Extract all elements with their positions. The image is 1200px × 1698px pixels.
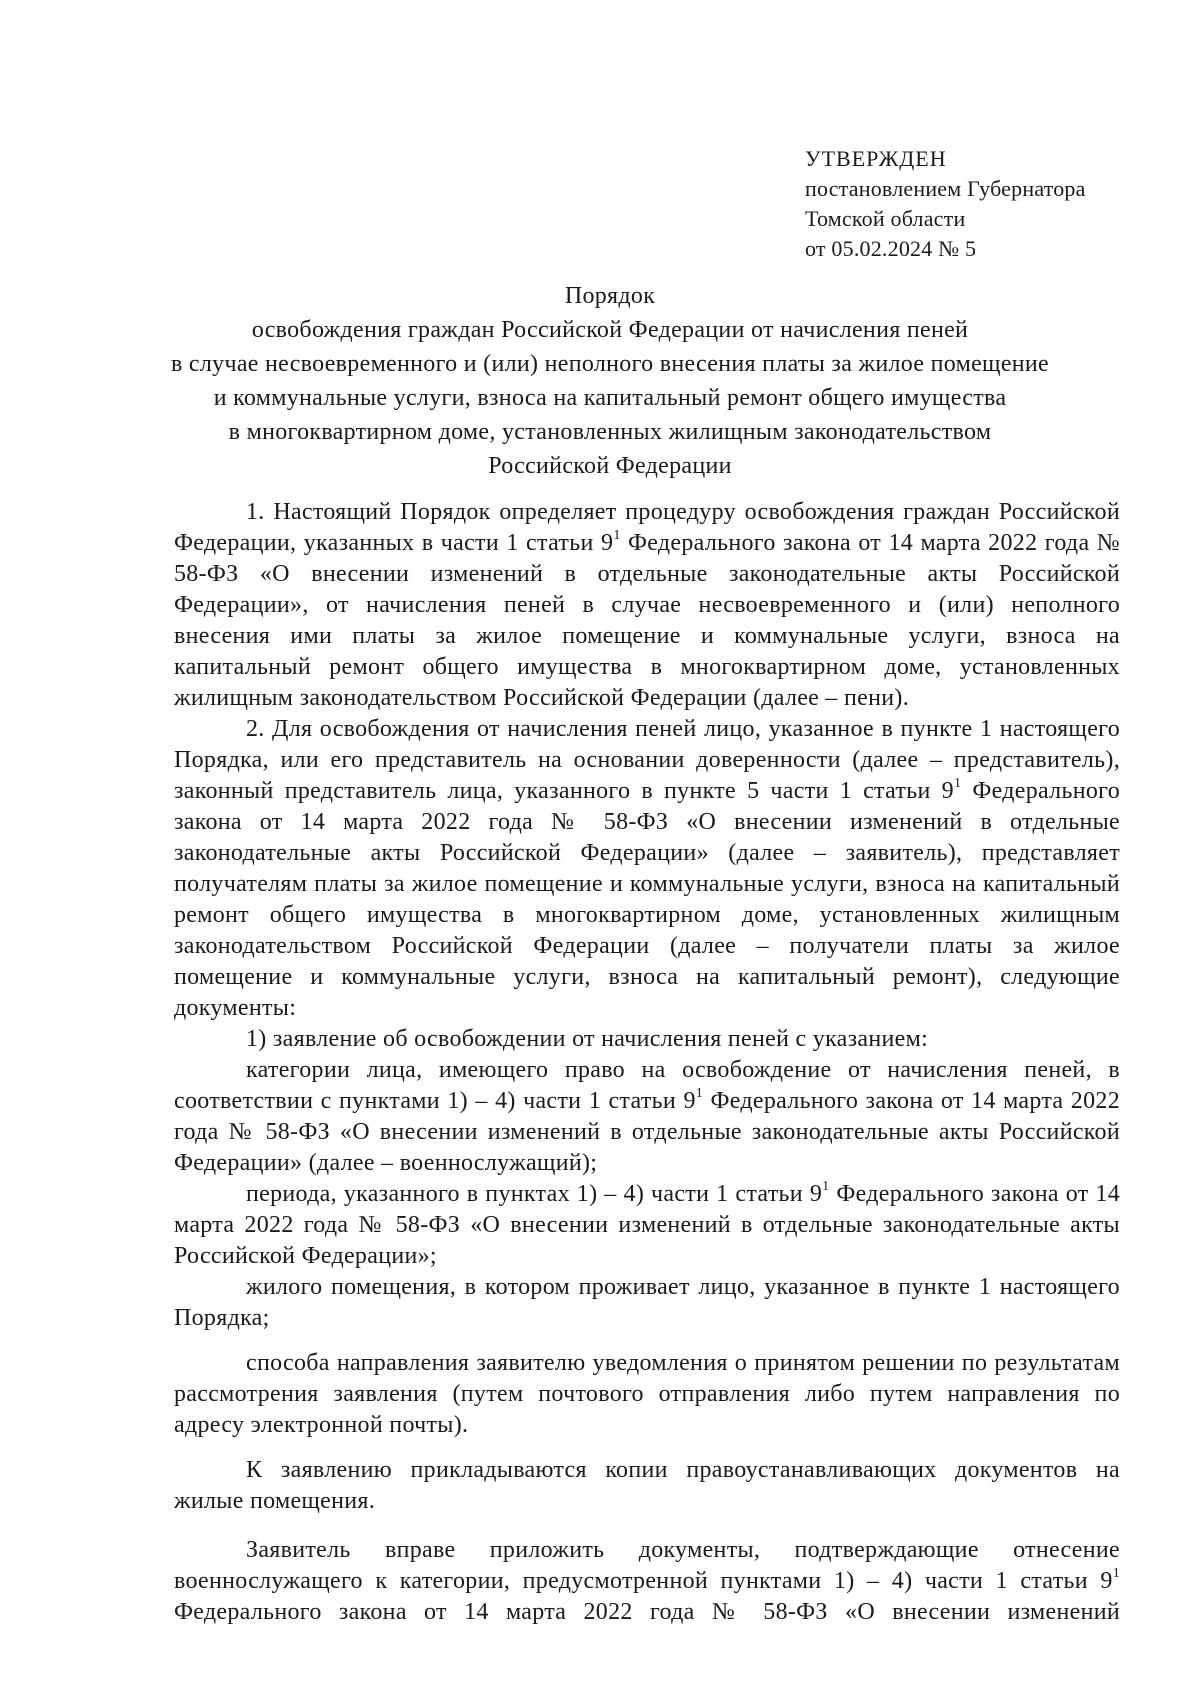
paragraph-text: 1. Настоящий Порядок определяет процедуру освобождения граждан Российской Федерации, указанных в части 1 статьи 9 bbox=[174, 499, 1120, 556]
title-line: Российской Федерации bbox=[488, 453, 732, 479]
paragraph-text: периода, указанного в пунктах 1) – 4) части 1 статьи 9 bbox=[246, 1181, 823, 1207]
paragraph-1 bbox=[174, 497, 1120, 714]
title-line: и коммунальные услуги, взноса на капитальный ремонт общего имущества bbox=[213, 385, 1007, 411]
approval-heading: УТВЕРЖДЕН bbox=[805, 146, 947, 171]
approval-region: Томской области bbox=[805, 206, 966, 231]
paragraph-9 bbox=[174, 1535, 1120, 1628]
paragraph-8: К заявлению прикладываются копии правоустанавливающих документов на жилые помещения. bbox=[174, 1457, 1120, 1514]
paragraph-text: 2. Для освобождения от начисления пеней лицо, указанное в пункте 1 настоящего Порядка, или его представитель на основании доверенности (далее – представитель), законный представитель лица, указанного в пункте 5 части 1 статьи 9 bbox=[174, 716, 1120, 804]
paragraph-text: Федерального закона от 14 марта 2022 года № 58-ФЗ «О внесении изменений в отдельные законодательные акты Российской Федерации», от начисления пеней в случае несвоевременного и (или) неполного внесения ими платы за жилое помещение и коммунальные услуги, взноса на капитальный ремонт общего имущества в многоквартирном доме, установленных жилищным законодательством Российской Федерации (далее – пени). bbox=[174, 530, 1120, 711]
superscript: 1 bbox=[1112, 1566, 1120, 1581]
superscript: 1 bbox=[613, 528, 621, 543]
paragraph-4 bbox=[174, 1055, 1120, 1179]
paragraph-text: Федерального закона от 14 марта 2022 года № 58-ФЗ «О внесении изменений в отдельные законодательные акты Российской Федерации» (далее – заявитель), представляет получателям платы за жилое помещение и коммунальные услуги, взноса на капитальный ремонт общего имущества в многоквартирном доме, установленных жилищным законодательством Российской Федерации (далее – получатели платы за жилое помещение и коммунальные услуги, взноса на капитальный ремонт), следующие документы: bbox=[174, 778, 1120, 1021]
superscript: 1 bbox=[822, 1179, 830, 1194]
paragraph-5 bbox=[174, 1179, 1120, 1272]
paragraph-text: Федерального закона от 14 марта 2022 года № 58-ФЗ «О внесении изменений в отдельные законодательные акты Российской Федерации» (далее – военнослужащий); bbox=[174, 1088, 1121, 1176]
paragraph-6: жилого помещения, в котором проживает лицо, указанное в пункте 1 настоящего Порядка; bbox=[174, 1274, 1120, 1331]
superscript: 1 bbox=[953, 776, 962, 791]
paragraph-3: 1) заявление об освобождении от начисления пеней с указанием: bbox=[246, 1026, 929, 1052]
document-body bbox=[174, 497, 1120, 1628]
superscript: 1 bbox=[695, 1086, 704, 1101]
document-title bbox=[160, 279, 1060, 483]
paragraph-text: категории лица, имеющего право на освобождение от начисления пеней, в соответствии с пунктами 1) – 4) части 1 статьи 9 bbox=[174, 1057, 1120, 1114]
paragraph-text: Заявитель вправе приложить документы, подтверждающие отнесение военнослужащего к категории, предусмотренной пунктами 1) – 4) части 1 статьи 9 bbox=[174, 1537, 1120, 1594]
approval-date-number: от 05.02.2024 № 5 bbox=[805, 236, 977, 261]
paragraph-2 bbox=[174, 714, 1120, 1024]
title-line: освобождения граждан Российской Федерации от начисления пеней bbox=[251, 317, 969, 343]
paragraph-text: Федерального закона от 14 марта 2022 года № 58-ФЗ «О внесении изменений в отдельные законодательные акты Российской Федерации»; bbox=[174, 1181, 1120, 1269]
title-line: Порядок bbox=[564, 283, 656, 309]
paragraph-text: Федерального закона от 14 марта 2022 года № 58-ФЗ «О внесении изменений bbox=[174, 1599, 1120, 1625]
paragraph-7: способа направления заявителю уведомления о принятом решении по результатам рассмотрения заявления (путем почтового отправления либо путем направления по адресу электронной почты). bbox=[174, 1350, 1120, 1438]
title-line: в многоквартирном доме, установленных жилищным законодательством bbox=[228, 419, 992, 445]
approval-stamp-block bbox=[805, 144, 1086, 264]
approval-issuer: постановлением Губернатора bbox=[805, 176, 1086, 201]
title-line: в случае несвоевременного и (или) неполного внесения платы за жилое помещение bbox=[170, 351, 1050, 377]
